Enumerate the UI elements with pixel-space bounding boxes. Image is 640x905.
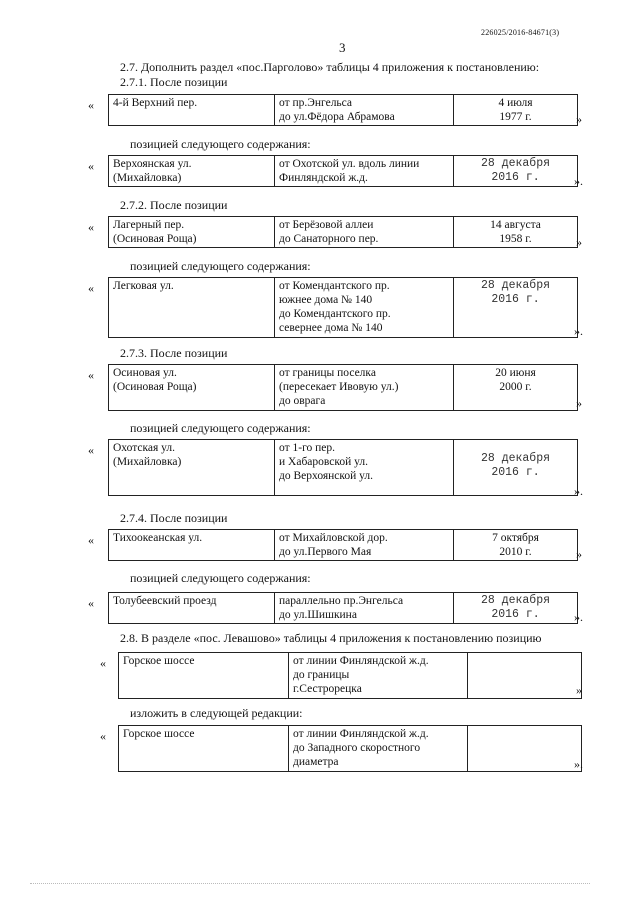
route-cell — [275, 95, 454, 126]
name-line: (Осиновая Роща) — [113, 233, 197, 245]
route-line: от Комендантского пр. — [279, 280, 390, 292]
date-line: 2016 г. — [491, 608, 540, 621]
quote-close: » — [576, 112, 582, 126]
route-cell — [275, 278, 454, 338]
date-cell — [454, 593, 578, 624]
street-name-cell — [109, 156, 275, 187]
street-name-cell — [109, 95, 275, 126]
route-line: Финляндской ж.д. — [279, 172, 368, 184]
quote-open: « — [88, 368, 94, 382]
table-row-2-7-1-old — [108, 94, 578, 126]
quote-open: « — [88, 159, 94, 173]
route-line: от линии Финляндской ж.д. — [293, 655, 429, 667]
table-row-2-7-4-old — [108, 529, 578, 561]
table-row-2-7-3-new — [108, 439, 578, 496]
quote-close: ». — [574, 324, 583, 338]
quote-close: » — [576, 396, 582, 410]
date-cell — [468, 653, 582, 699]
street-name-cell — [109, 530, 275, 561]
quote-close: ». — [574, 610, 583, 624]
footer-scan-line — [30, 883, 590, 885]
section-2-7-4-heading: 2.7.4. После позиции — [120, 511, 228, 525]
route-line: от 1-го пер. — [279, 442, 336, 454]
new-position-label: позицией следующего содержания: — [130, 571, 311, 585]
section-2-8-heading: 2.8. В разделе «пос. Левашово» таблицы 4 приложения к постановлению позицию — [120, 631, 542, 645]
route-line: до ул.Первого Мая — [279, 546, 372, 558]
route-cell — [275, 156, 454, 187]
table-row-2-7-1-new — [108, 155, 578, 187]
section-2-7-heading: 2.7. Дополнить раздел «пос.Парголово» таблицы 4 приложения к постановлению: — [120, 60, 540, 74]
route-line: до Комендантского пр. — [279, 308, 391, 320]
date-cell — [454, 440, 578, 496]
route-line: от Охотской ул. вдоль линии — [279, 158, 420, 170]
route-line: южнее дома № 140 — [279, 294, 373, 306]
date-line: 2016 г. — [491, 171, 540, 184]
name-line: 4-й Верхний пер. — [113, 97, 198, 109]
route-line: до оврага — [279, 395, 326, 407]
date-line: 2010 г. — [499, 546, 532, 558]
name-line: Охотская ул. — [113, 442, 176, 454]
quote-open: « — [88, 98, 94, 112]
route-line: до ул.Шишкина — [279, 609, 357, 621]
street-name-cell — [119, 726, 289, 772]
date-line: 1977 г. — [499, 111, 532, 123]
route-line: от Берёзовой аллеи — [279, 219, 374, 231]
route-cell — [275, 593, 454, 624]
date-line: 4 июля — [498, 97, 533, 109]
route-line: параллельно пр.Энгельса — [279, 595, 404, 607]
route-line: от Михайловской дор. — [279, 532, 388, 544]
route-line: до границы — [293, 669, 350, 681]
street-name-cell — [109, 440, 275, 496]
date-cell — [454, 217, 578, 248]
name-line: (Михайловка) — [113, 172, 182, 184]
new-position-label: позицией следующего содержания: — [130, 137, 311, 151]
route-line: от линии Финляндской ж.д. — [293, 728, 429, 740]
table-row-2-7-4-new — [108, 592, 578, 624]
route-cell — [275, 365, 454, 411]
name-line: Горское шоссе — [123, 728, 195, 740]
date-line: 2000 г. — [499, 381, 532, 393]
date-line: 14 августа — [490, 219, 541, 231]
date-line: 20 июня — [495, 367, 536, 379]
date-cell — [454, 530, 578, 561]
date-cell — [454, 156, 578, 187]
name-line: (Михайловка) — [113, 456, 182, 468]
edit-label: изложить в следующей редакции: — [130, 706, 303, 720]
quote-open: « — [88, 281, 94, 295]
quote-close: ». — [574, 484, 583, 498]
route-cell — [289, 726, 468, 772]
quote-close: ». — [574, 757, 583, 771]
name-line: Легковая ул. — [113, 280, 174, 292]
quote-close: » — [576, 683, 582, 697]
quote-open: « — [88, 220, 94, 234]
route-line: от пр.Энгельса — [279, 97, 353, 109]
date-line: 28 декабря — [480, 594, 550, 607]
quote-open: « — [100, 729, 106, 743]
route-line: и Хабаровской ул. — [279, 456, 369, 468]
quote-open: « — [88, 533, 94, 547]
street-name-cell — [109, 365, 275, 411]
page-number: 3 — [339, 40, 346, 55]
street-name-cell — [119, 653, 289, 699]
table-row-2-7-3-old — [108, 364, 578, 411]
route-line: до Верхоянской ул. — [279, 470, 374, 482]
quote-close: » — [576, 547, 582, 561]
section-2-7-3-heading: 2.7.3. После позиции — [120, 346, 228, 360]
route-line: (пересекает Ивовую ул.) — [279, 381, 399, 393]
route-cell — [275, 217, 454, 248]
name-line: Верхоянская ул. — [113, 158, 192, 170]
date-line: 2016 г. — [491, 466, 540, 479]
route-cell — [275, 530, 454, 561]
route-line: до Санаторного пер. — [279, 233, 379, 245]
table-row-2-8-old — [118, 652, 582, 699]
street-name-cell — [109, 593, 275, 624]
date-cell — [454, 95, 578, 126]
street-name-cell — [109, 278, 275, 338]
date-line: 2016 г. — [491, 293, 540, 306]
quote-close: » — [576, 235, 582, 249]
name-line: Осиновая ул. — [113, 367, 177, 379]
name-line: (Осиновая Роща) — [113, 381, 197, 393]
document-id: 226025/2016-84671(3) — [481, 28, 560, 37]
quote-open: « — [100, 656, 106, 670]
date-line: 28 декабря — [480, 157, 550, 170]
new-position-label: позицией следующего содержания: — [130, 421, 311, 435]
section-2-7-1-heading: 2.7.1. После позиции — [120, 75, 228, 89]
table-row-2-7-2-old — [108, 216, 578, 248]
date-cell — [454, 365, 578, 411]
date-line: 28 декабря — [480, 452, 550, 465]
route-line: г.Сестрорецка — [293, 683, 362, 695]
route-cell — [275, 440, 454, 496]
quote-open: « — [88, 596, 94, 610]
date-line: 1958 г. — [499, 233, 532, 245]
route-line: севернее дома № 140 — [279, 322, 383, 334]
route-line: диаметра — [293, 756, 339, 768]
name-line: Лагерный пер. — [113, 219, 185, 231]
table-row-2-8-new — [118, 725, 582, 772]
date-line: 7 октября — [492, 532, 539, 544]
name-line: Тихоокеанская ул. — [113, 532, 203, 544]
route-cell — [289, 653, 468, 699]
name-line: Толубеевский проезд — [113, 595, 217, 607]
date-cell — [454, 278, 578, 338]
table-row-2-7-2-new — [108, 277, 578, 338]
street-name-cell — [109, 217, 275, 248]
quote-close: ». — [574, 174, 583, 188]
date-cell — [468, 726, 582, 772]
quote-open: « — [88, 443, 94, 457]
route-line: до Западного скоростного — [293, 742, 421, 754]
name-line: Горское шоссе — [123, 655, 195, 667]
new-position-label: позицией следующего содержания: — [130, 259, 311, 273]
route-line: от границы поселка — [279, 367, 376, 379]
date-line: 28 декабря — [480, 279, 550, 292]
section-2-7-2-heading: 2.7.2. После позиции — [120, 198, 228, 212]
route-line: до ул.Фёдора Абрамова — [279, 111, 395, 123]
